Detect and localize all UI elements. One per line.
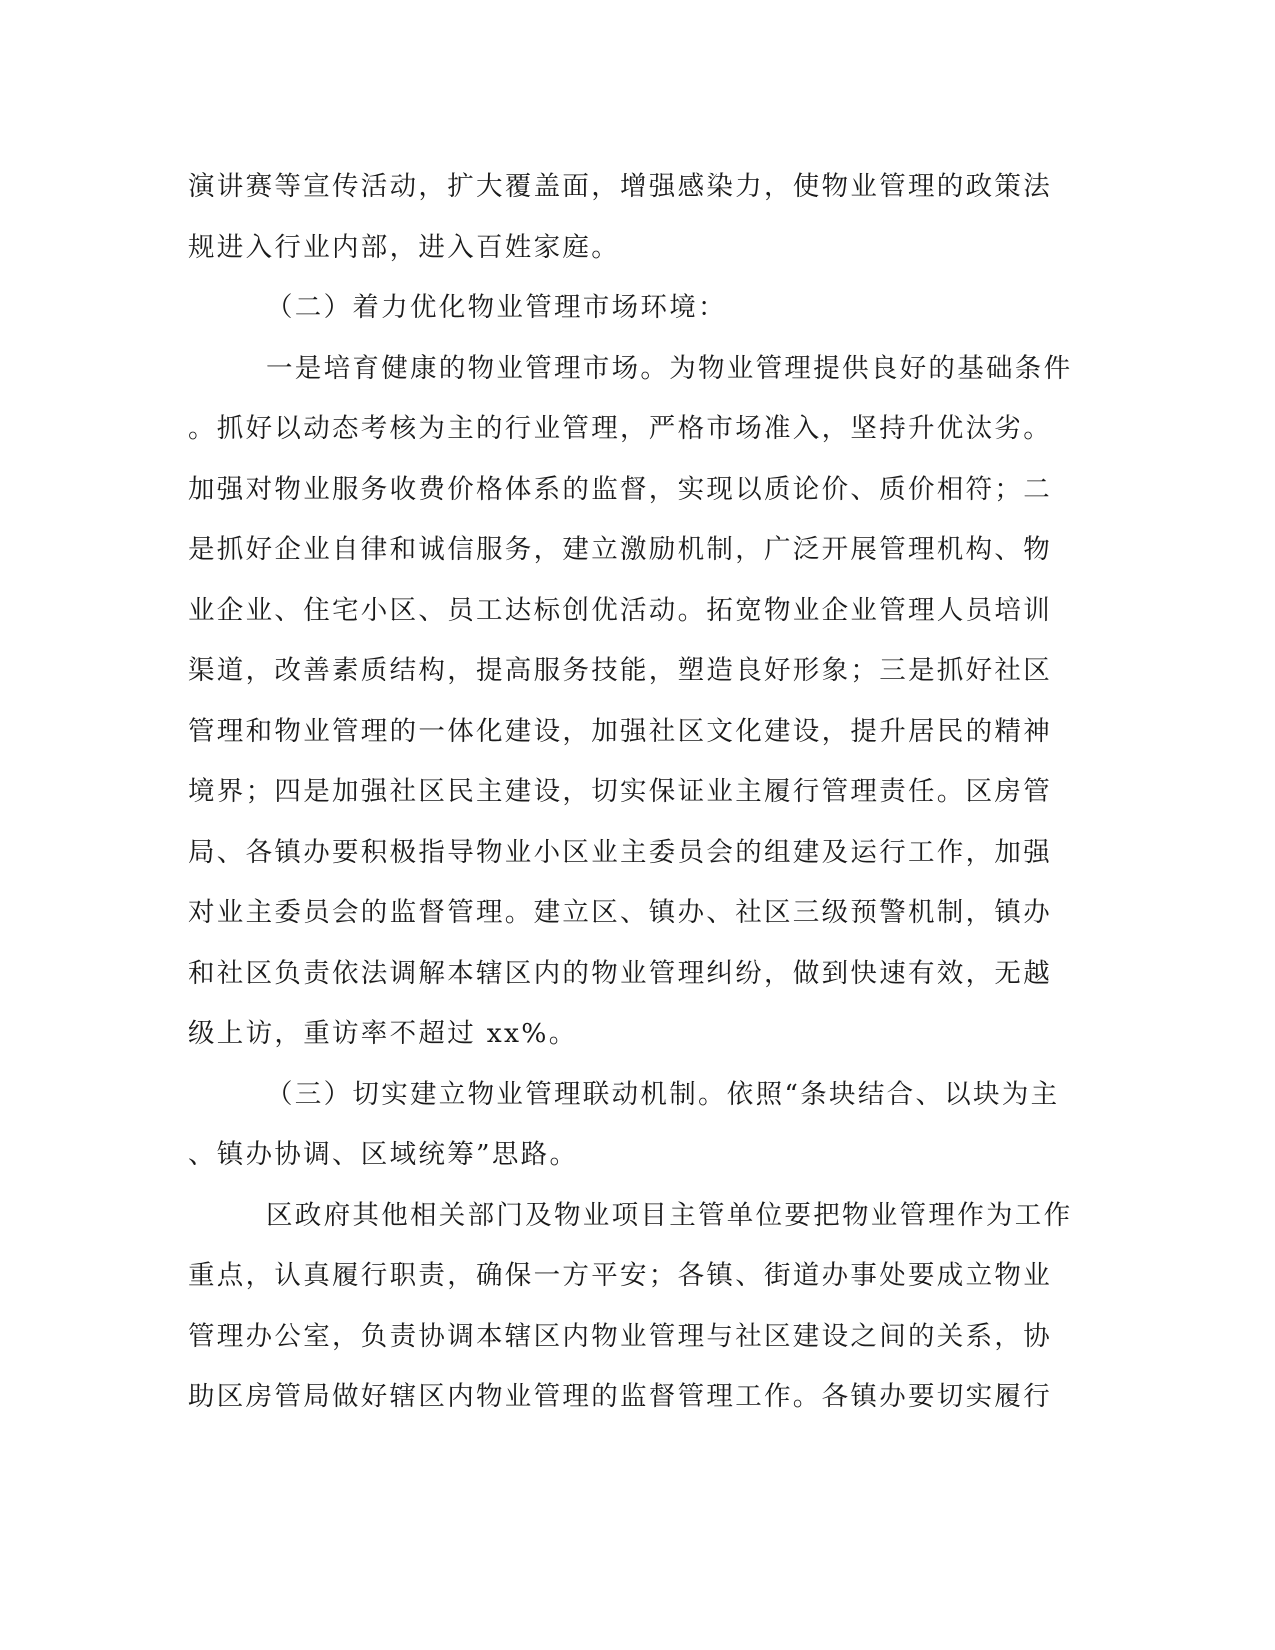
text-line: 管理和物业管理的一体化建设，加强社区文化建设，提升居民的精神 xyxy=(188,715,1052,747)
section-heading-3: （三）切实建立物业管理联动机制。依照“条块结合、以块为主 xyxy=(266,1078,1060,1110)
text-line: 加强对物业服务收费价格体系的监督，实现以质论价、质价相符；二 xyxy=(188,473,1052,505)
text-line: 渠道，改善素质结构，提高服务技能，塑造良好形象；三是抓好社区 xyxy=(188,655,1052,686)
text-line: 区政府其他相关部门及物业项目主管单位要把物业管理作为工作 xyxy=(266,1199,1073,1231)
text-line: 规进入行业内部，进入百姓家庭。 xyxy=(188,231,620,263)
text-line: 一是培育健康的物业管理市场。为物业管理提供良好的基础条件 xyxy=(266,352,1073,384)
text-line: 局、各镇办要积极指导物业小区业主委员会的组建及运行工作，加强 xyxy=(188,836,1052,868)
section-heading-2: （二）着力优化物业管理市场环境： xyxy=(266,292,727,323)
text-line: 业企业、住宅小区、员工达标创优活动。拓宽物业企业管理人员培训 xyxy=(188,594,1052,626)
document-body xyxy=(188,157,1073,1428)
text-line: 演讲赛等宣传活动，扩大覆盖面，增强感染力，使物业管理的政策法 xyxy=(188,171,1052,202)
text-line: 是抓好企业自律和诚信服务，建立激励机制，广泛开展管理机构、物 xyxy=(188,534,1052,565)
text-line: 管理办公室，负责协调本辖区内物业管理与社区建设之间的关系，协 xyxy=(188,1320,1052,1352)
text-line: 境界；四是加强社区民主建设，切实保证业主履行管理责任。区房管 xyxy=(188,776,1052,807)
text-line: 助区房管局做好辖区内物业管理的监督管理工作。各镇办要切实履行 xyxy=(188,1381,1052,1412)
text-line: 。抓好以动态考核为主的行业管理，严格市场准入，坚持升优汰劣。 xyxy=(188,413,1052,444)
text-line: 和社区负责依法调解本辖区内的物业管理纠纷，做到快速有效，无越 xyxy=(188,957,1052,989)
text-line: 、镇办协调、区域统筹”思路。 xyxy=(188,1139,579,1170)
text-line: 对业主委员会的监督管理。建立区、镇办、社区三级预警机制，镇办 xyxy=(188,897,1052,928)
text-line: 级上访，重访率不超过 xx%。 xyxy=(188,1018,578,1049)
text-line: 重点，认真履行职责，确保一方平安；各镇、街道办事处要成立物业 xyxy=(188,1260,1052,1291)
